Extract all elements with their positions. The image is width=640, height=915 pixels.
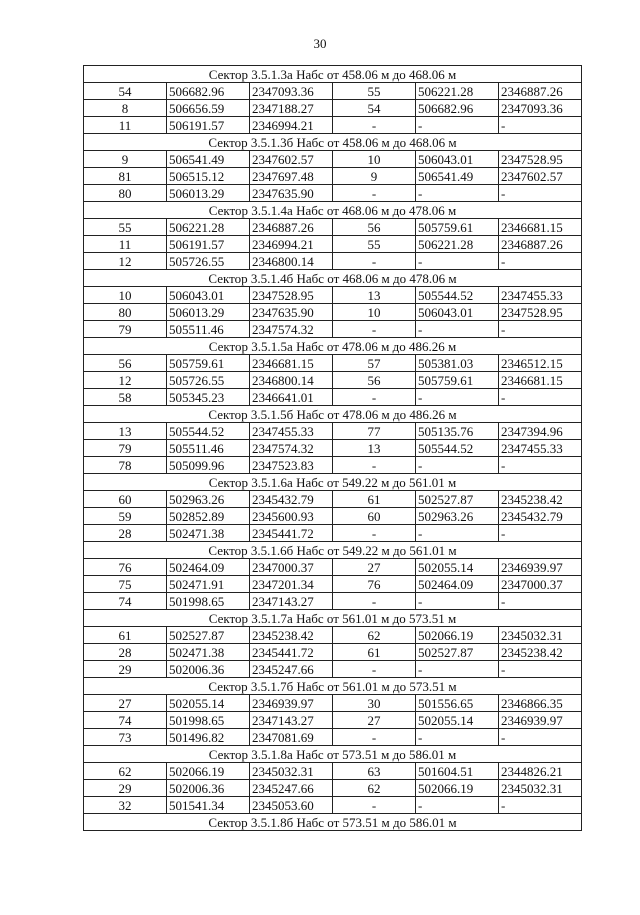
- sector-header-row: [84, 814, 582, 831]
- point-number: 55: [84, 219, 167, 236]
- sector-title: Сектор 3.5.1.3а Набс от 458.06 м до 468.06 м: [84, 66, 582, 83]
- y-coordinate: 2346887.26: [250, 219, 333, 236]
- point-number: 79: [84, 321, 167, 338]
- y-coordinate: 2347602.57: [250, 151, 333, 168]
- next-y-coordinate: -: [499, 389, 582, 406]
- y-coordinate: 2345600.93: [250, 508, 333, 525]
- next-point-number: -: [333, 457, 416, 474]
- next-x-coordinate: 502066.19: [416, 780, 499, 797]
- next-y-coordinate: 2347528.95: [499, 151, 582, 168]
- next-y-coordinate: 2346939.97: [499, 712, 582, 729]
- next-point-number: 55: [333, 236, 416, 253]
- table-row: [84, 389, 582, 406]
- point-number: 74: [84, 712, 167, 729]
- next-point-number: 56: [333, 219, 416, 236]
- sector-header-row: [84, 406, 582, 423]
- next-point-number: 55: [333, 83, 416, 100]
- next-point-number: 62: [333, 627, 416, 644]
- next-x-coordinate: 505544.52: [416, 287, 499, 304]
- point-number: 80: [84, 304, 167, 321]
- point-number: 10: [84, 287, 167, 304]
- sector-header-row: [84, 474, 582, 491]
- x-coordinate: 502527.87: [167, 627, 250, 644]
- x-coordinate: 502852.89: [167, 508, 250, 525]
- table-row: [84, 321, 582, 338]
- point-number: 81: [84, 168, 167, 185]
- point-number: 58: [84, 389, 167, 406]
- next-y-coordinate: 2346681.15: [499, 372, 582, 389]
- next-x-coordinate: 506043.01: [416, 304, 499, 321]
- next-point-number: 10: [333, 304, 416, 321]
- x-coordinate: 502963.26: [167, 491, 250, 508]
- table-row: [84, 253, 582, 270]
- point-number: 28: [84, 525, 167, 542]
- next-y-coordinate: 2346681.15: [499, 219, 582, 236]
- next-y-coordinate: -: [499, 525, 582, 542]
- table-row: [84, 729, 582, 746]
- next-point-number: -: [333, 729, 416, 746]
- point-number: 80: [84, 185, 167, 202]
- next-x-coordinate: 506541.49: [416, 168, 499, 185]
- y-coordinate: 2347523.83: [250, 457, 333, 474]
- next-point-number: 77: [333, 423, 416, 440]
- table-row: [84, 236, 582, 253]
- next-x-coordinate: -: [416, 321, 499, 338]
- next-y-coordinate: -: [499, 797, 582, 814]
- next-point-number: -: [333, 321, 416, 338]
- next-y-coordinate: -: [499, 729, 582, 746]
- x-coordinate: 505345.23: [167, 389, 250, 406]
- next-x-coordinate: 505544.52: [416, 440, 499, 457]
- y-coordinate: 2347455.33: [250, 423, 333, 440]
- x-coordinate: 506013.29: [167, 185, 250, 202]
- coordinates-table: [83, 65, 582, 831]
- x-coordinate: 505726.55: [167, 253, 250, 270]
- next-y-coordinate: -: [499, 117, 582, 134]
- next-y-coordinate: -: [499, 661, 582, 678]
- next-y-coordinate: 2347394.96: [499, 423, 582, 440]
- next-y-coordinate: -: [499, 185, 582, 202]
- next-x-coordinate: 505759.61: [416, 219, 499, 236]
- point-number: 78: [84, 457, 167, 474]
- sector-title: Сектор 3.5.1.6б Набс от 549.22 м до 561.01 м: [84, 542, 582, 559]
- next-x-coordinate: 505759.61: [416, 372, 499, 389]
- next-y-coordinate: 2345032.31: [499, 627, 582, 644]
- next-point-number: 27: [333, 559, 416, 576]
- y-coordinate: 2345441.72: [250, 525, 333, 542]
- x-coordinate: 501998.65: [167, 593, 250, 610]
- y-coordinate: 2346641.01: [250, 389, 333, 406]
- sector-title: Сектор 3.5.1.7а Набс от 561.01 м до 573.51 м: [84, 610, 582, 627]
- y-coordinate: 2345032.31: [250, 763, 333, 780]
- point-number: 13: [84, 423, 167, 440]
- y-coordinate: 2345441.72: [250, 644, 333, 661]
- next-point-number: 63: [333, 763, 416, 780]
- next-y-coordinate: 2346866.35: [499, 695, 582, 712]
- next-y-coordinate: -: [499, 321, 582, 338]
- next-y-coordinate: -: [499, 457, 582, 474]
- next-x-coordinate: -: [416, 117, 499, 134]
- next-y-coordinate: 2347455.33: [499, 440, 582, 457]
- x-coordinate: 506541.49: [167, 151, 250, 168]
- next-y-coordinate: 2347602.57: [499, 168, 582, 185]
- next-point-number: -: [333, 185, 416, 202]
- next-x-coordinate: 502055.14: [416, 559, 499, 576]
- y-coordinate: 2347574.32: [250, 440, 333, 457]
- x-coordinate: 502055.14: [167, 695, 250, 712]
- next-point-number: -: [333, 253, 416, 270]
- next-y-coordinate: 2347528.95: [499, 304, 582, 321]
- table-row: [84, 355, 582, 372]
- table-row: [84, 576, 582, 593]
- point-number: 12: [84, 372, 167, 389]
- x-coordinate: 502006.36: [167, 661, 250, 678]
- next-x-coordinate: -: [416, 661, 499, 678]
- table-row: [84, 423, 582, 440]
- point-number: 11: [84, 117, 167, 134]
- y-coordinate: 2347635.90: [250, 304, 333, 321]
- next-x-coordinate: 506682.96: [416, 100, 499, 117]
- point-number: 9: [84, 151, 167, 168]
- next-point-number: 56: [333, 372, 416, 389]
- y-coordinate: 2346994.21: [250, 117, 333, 134]
- x-coordinate: 502464.09: [167, 559, 250, 576]
- next-point-number: -: [333, 389, 416, 406]
- y-coordinate: 2345432.79: [250, 491, 333, 508]
- next-y-coordinate: 2347093.36: [499, 100, 582, 117]
- y-coordinate: 2347574.32: [250, 321, 333, 338]
- table-row: [84, 508, 582, 525]
- table-row: [84, 763, 582, 780]
- table-row: [84, 83, 582, 100]
- x-coordinate: 505099.96: [167, 457, 250, 474]
- point-number: 74: [84, 593, 167, 610]
- x-coordinate: 501541.34: [167, 797, 250, 814]
- next-point-number: 54: [333, 100, 416, 117]
- next-x-coordinate: -: [416, 389, 499, 406]
- x-coordinate: 506191.57: [167, 236, 250, 253]
- y-coordinate: 2346994.21: [250, 236, 333, 253]
- table-row: [84, 185, 582, 202]
- next-point-number: -: [333, 593, 416, 610]
- sector-title: Сектор 3.5.1.7б Набс от 561.01 м до 573.51 м: [84, 678, 582, 695]
- table-row: [84, 593, 582, 610]
- next-point-number: -: [333, 661, 416, 678]
- next-y-coordinate: 2345238.42: [499, 491, 582, 508]
- x-coordinate: 501998.65: [167, 712, 250, 729]
- sector-header-row: [84, 542, 582, 559]
- point-number: 76: [84, 559, 167, 576]
- sector-header-row: [84, 134, 582, 151]
- table-row: [84, 457, 582, 474]
- table-row: [84, 644, 582, 661]
- sector-title: Сектор 3.5.1.8б Набс от 573.51 м до 586.01 м: [84, 814, 582, 831]
- next-point-number: -: [333, 797, 416, 814]
- next-y-coordinate: 2346887.26: [499, 83, 582, 100]
- point-number: 62: [84, 763, 167, 780]
- next-x-coordinate: -: [416, 729, 499, 746]
- next-point-number: 9: [333, 168, 416, 185]
- table-row: [84, 712, 582, 729]
- next-point-number: 61: [333, 644, 416, 661]
- next-y-coordinate: -: [499, 253, 582, 270]
- x-coordinate: 506191.57: [167, 117, 250, 134]
- next-y-coordinate: 2345032.31: [499, 780, 582, 797]
- point-number: 27: [84, 695, 167, 712]
- table-row: [84, 219, 582, 236]
- sector-header-row: [84, 270, 582, 287]
- next-x-coordinate: -: [416, 253, 499, 270]
- x-coordinate: 505544.52: [167, 423, 250, 440]
- y-coordinate: 2345053.60: [250, 797, 333, 814]
- point-number: 79: [84, 440, 167, 457]
- next-point-number: 27: [333, 712, 416, 729]
- point-number: 29: [84, 661, 167, 678]
- sector-header-row: [84, 66, 582, 83]
- y-coordinate: 2345238.42: [250, 627, 333, 644]
- point-number: 56: [84, 355, 167, 372]
- sector-header-row: [84, 678, 582, 695]
- next-x-coordinate: -: [416, 525, 499, 542]
- point-number: 54: [84, 83, 167, 100]
- next-y-coordinate: -: [499, 593, 582, 610]
- table-row: [84, 304, 582, 321]
- sector-title: Сектор 3.5.1.5б Набс от 478.06 м до 486.26 м: [84, 406, 582, 423]
- x-coordinate: 506043.01: [167, 287, 250, 304]
- next-x-coordinate: 502527.87: [416, 491, 499, 508]
- x-coordinate: 505511.46: [167, 440, 250, 457]
- next-x-coordinate: 505135.76: [416, 423, 499, 440]
- next-point-number: 61: [333, 491, 416, 508]
- x-coordinate: 505726.55: [167, 372, 250, 389]
- next-y-coordinate: 2346939.97: [499, 559, 582, 576]
- next-x-coordinate: 502055.14: [416, 712, 499, 729]
- next-point-number: 30: [333, 695, 416, 712]
- next-x-coordinate: 506221.28: [416, 236, 499, 253]
- table-row: [84, 695, 582, 712]
- next-x-coordinate: 501604.51: [416, 763, 499, 780]
- sector-title: Сектор 3.5.1.4б Набс от 468.06 м до 478.06 м: [84, 270, 582, 287]
- point-number: 61: [84, 627, 167, 644]
- table-row: [84, 151, 582, 168]
- next-x-coordinate: -: [416, 457, 499, 474]
- next-x-coordinate: -: [416, 185, 499, 202]
- sector-title: Сектор 3.5.1.4а Набс от 468.06 м до 478.06 м: [84, 202, 582, 219]
- table-row: [84, 525, 582, 542]
- y-coordinate: 2347093.36: [250, 83, 333, 100]
- sector-header-row: [84, 338, 582, 355]
- table-row: [84, 372, 582, 389]
- next-x-coordinate: -: [416, 593, 499, 610]
- x-coordinate: 506221.28: [167, 219, 250, 236]
- next-x-coordinate: -: [416, 797, 499, 814]
- next-x-coordinate: 502464.09: [416, 576, 499, 593]
- y-coordinate: 2347000.37: [250, 559, 333, 576]
- y-coordinate: 2347143.27: [250, 593, 333, 610]
- y-coordinate: 2345247.66: [250, 780, 333, 797]
- y-coordinate: 2345247.66: [250, 661, 333, 678]
- next-y-coordinate: 2346887.26: [499, 236, 582, 253]
- next-y-coordinate: 2346512.15: [499, 355, 582, 372]
- next-point-number: 62: [333, 780, 416, 797]
- next-x-coordinate: 505381.03: [416, 355, 499, 372]
- next-x-coordinate: 506043.01: [416, 151, 499, 168]
- page-number: 30: [313, 36, 327, 51]
- coordinates-table-body: [84, 66, 582, 831]
- table-row: [84, 117, 582, 134]
- next-point-number: 76: [333, 576, 416, 593]
- point-number: 73: [84, 729, 167, 746]
- next-point-number: 57: [333, 355, 416, 372]
- next-point-number: -: [333, 525, 416, 542]
- point-number: 12: [84, 253, 167, 270]
- next-point-number: 60: [333, 508, 416, 525]
- point-number: 75: [84, 576, 167, 593]
- table-row: [84, 100, 582, 117]
- y-coordinate: 2347201.34: [250, 576, 333, 593]
- y-coordinate: 2346800.14: [250, 372, 333, 389]
- point-number: 11: [84, 236, 167, 253]
- table-row: [84, 661, 582, 678]
- table-row: [84, 287, 582, 304]
- sector-title: Сектор 3.5.1.5а Набс от 478.06 м до 486.26 м: [84, 338, 582, 355]
- next-x-coordinate: 502527.87: [416, 644, 499, 661]
- next-point-number: 13: [333, 287, 416, 304]
- x-coordinate: 506515.12: [167, 168, 250, 185]
- x-coordinate: 501496.82: [167, 729, 250, 746]
- y-coordinate: 2346681.15: [250, 355, 333, 372]
- point-number: 32: [84, 797, 167, 814]
- next-x-coordinate: 502963.26: [416, 508, 499, 525]
- point-number: 29: [84, 780, 167, 797]
- table-row: [84, 491, 582, 508]
- next-y-coordinate: 2347000.37: [499, 576, 582, 593]
- next-y-coordinate: 2344826.21: [499, 763, 582, 780]
- y-coordinate: 2347635.90: [250, 185, 333, 202]
- sector-header-row: [84, 610, 582, 627]
- table-row: [84, 797, 582, 814]
- x-coordinate: 502066.19: [167, 763, 250, 780]
- table-row: [84, 440, 582, 457]
- y-coordinate: 2347143.27: [250, 712, 333, 729]
- next-x-coordinate: 502066.19: [416, 627, 499, 644]
- sector-title: Сектор 3.5.1.8а Набс от 573.51 м до 586.01 м: [84, 746, 582, 763]
- point-number: 59: [84, 508, 167, 525]
- sector-header-row: [84, 746, 582, 763]
- x-coordinate: 502471.38: [167, 644, 250, 661]
- x-coordinate: 505511.46: [167, 321, 250, 338]
- x-coordinate: 506656.59: [167, 100, 250, 117]
- table-row: [84, 627, 582, 644]
- next-y-coordinate: 2345238.42: [499, 644, 582, 661]
- x-coordinate: 502006.36: [167, 780, 250, 797]
- point-number: 8: [84, 100, 167, 117]
- next-point-number: 10: [333, 151, 416, 168]
- point-number: 60: [84, 491, 167, 508]
- table-row: [84, 559, 582, 576]
- next-y-coordinate: 2347455.33: [499, 287, 582, 304]
- y-coordinate: 2346800.14: [250, 253, 333, 270]
- y-coordinate: 2346939.97: [250, 695, 333, 712]
- next-x-coordinate: 506221.28: [416, 83, 499, 100]
- x-coordinate: 506013.29: [167, 304, 250, 321]
- next-x-coordinate: 501556.65: [416, 695, 499, 712]
- x-coordinate: 505759.61: [167, 355, 250, 372]
- next-y-coordinate: 2345432.79: [499, 508, 582, 525]
- x-coordinate: 502471.38: [167, 525, 250, 542]
- sector-title: Сектор 3.5.1.6а Набс от 549.22 м до 561.01 м: [84, 474, 582, 491]
- y-coordinate: 2347081.69: [250, 729, 333, 746]
- x-coordinate: 506682.96: [167, 83, 250, 100]
- y-coordinate: 2347528.95: [250, 287, 333, 304]
- point-number: 28: [84, 644, 167, 661]
- x-coordinate: 502471.91: [167, 576, 250, 593]
- y-coordinate: 2347697.48: [250, 168, 333, 185]
- sector-header-row: [84, 202, 582, 219]
- next-point-number: 13: [333, 440, 416, 457]
- sector-title: Сектор 3.5.1.3б Набс от 458.06 м до 468.06 м: [84, 134, 582, 151]
- next-point-number: -: [333, 117, 416, 134]
- y-coordinate: 2347188.27: [250, 100, 333, 117]
- table-row: [84, 780, 582, 797]
- table-row: [84, 168, 582, 185]
